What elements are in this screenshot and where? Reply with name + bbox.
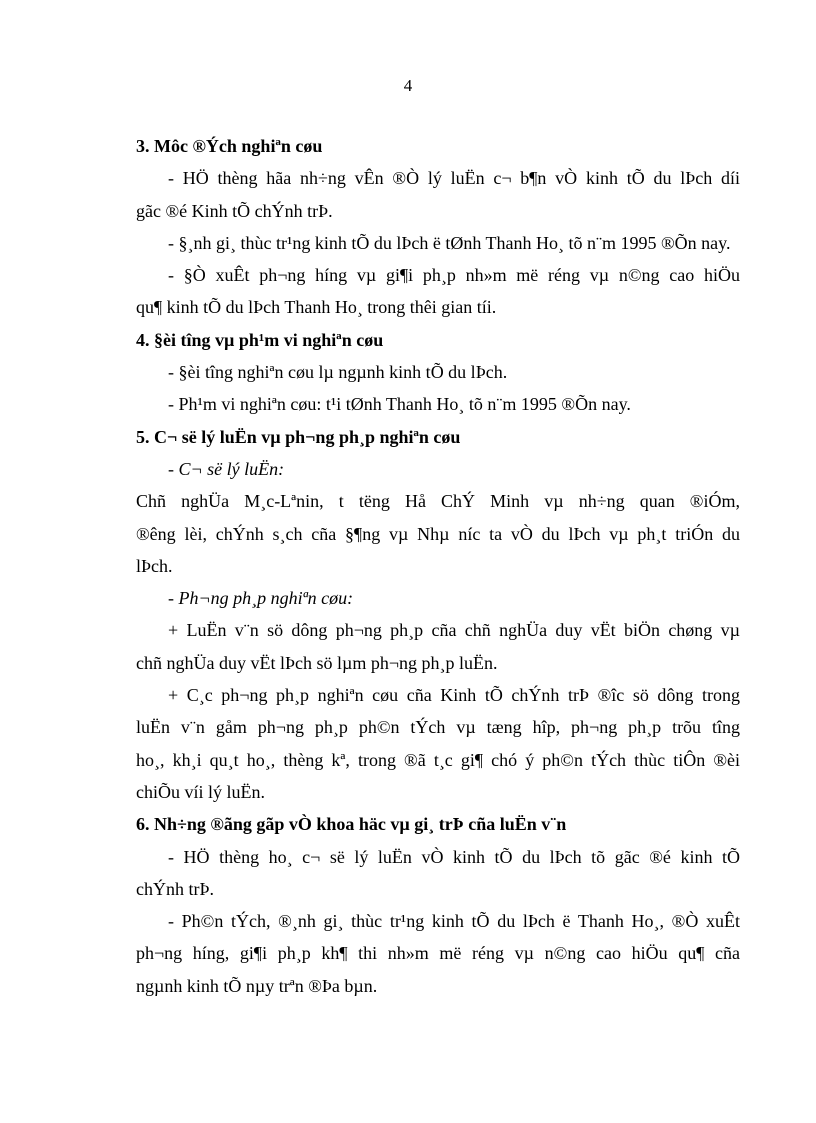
paragraph-line: ph¬ng híng, gi¶i ph¸p kh¶ thi nh»m më réng vµ n©ng cao hiÖu qu¶ cña [136, 943, 740, 964]
subheading-theory: - C¬ së lý luËn: [168, 458, 285, 479]
paragraph-line: - Ph©n tÝch, ®¸nh gi¸ thùc tr¹ng kinh tÕ du lÞch ë Thanh Ho¸, ®Ò xuÊt [168, 911, 740, 932]
paragraph-line: chiÕu víi lý luËn. [136, 781, 265, 802]
paragraph-line: ho¸, kh¸i qu¸t ho¸, thèng kª, trong ®ã t¸c gi¶ chó ý ph©n tÝch thùc tiÔn ®èi [136, 749, 740, 770]
paragraph-line: qu¶ kinh tÕ du lÞch Thanh Ho¸ trong thêi gian tíi. [136, 297, 497, 318]
subheading-method: - Ph¬ng ph¸p nghiªn cøu: [168, 588, 354, 609]
paragraph-line: - Ph¹m vi nghiªn cøu: t¹i tØnh Thanh Ho¸ tõ n¨m 1995 ®Õn nay. [168, 394, 631, 415]
section-heading-3: 3. Môc ®Ých nghiªn cøu [136, 136, 323, 156]
paragraph-line: ngµnh kinh tÕ nµy trªn ®Þa bµn. [136, 975, 378, 996]
paragraph-line: lÞch. [136, 555, 173, 576]
paragraph-line: Chñ nghÜa M¸c-Lªnin, t tëng Hå ChÝ Minh vµ nh÷ng quan ®iÓm, [136, 491, 740, 512]
section-heading-6: 6. Nh÷ng ®ãng gãp vÒ khoa häc vµ gi¸ trÞ cña luËn v¨n [136, 814, 567, 835]
document-body [136, 130, 740, 1002]
paragraph-line: chñ nghÜa duy vËt lÞch sö lµm ph¬ng ph¸p luËn. [136, 652, 498, 673]
paragraph-line: ®êng lèi, chÝnh s¸ch cña §¶ng vµ Nhµ níc ta vÒ du lÞch vµ ph¸t triÓn du [136, 523, 740, 544]
paragraph-line: - HÖ thèng hãa nh÷ng vÊn ®Ò lý luËn c¬ b¶n vÒ kinh tÕ du lÞch díi [168, 168, 740, 189]
paragraph-line: luËn v¨n gåm ph¬ng ph¸p ph©n tÝch vµ tæng hîp, ph¬ng ph¸p trõu tîng [136, 717, 740, 738]
paragraph-line: - §Ò xuÊt ph¬ng híng vµ gi¶i ph¸p nh»m më réng vµ n©ng cao hiÖu [168, 265, 740, 286]
paragraph-line: chÝnh trÞ. [136, 878, 214, 899]
paragraph-line: + LuËn v¨n sö dông ph¬ng ph¸p cña chñ nghÜa duy vËt biÖn chøng vµ [168, 620, 740, 641]
section-heading-4: 4. §èi tîng vµ ph¹m vi nghiªn cøu [136, 329, 384, 350]
paragraph-line: - HÖ thèng ho¸ c¬ së lý luËn vÒ kinh tÕ du lÞch tõ gãc ®é kinh tÕ [168, 846, 740, 867]
paragraph-line: gãc ®é Kinh tÕ chÝnh trÞ. [136, 200, 333, 221]
paragraph-line: - §èi tîng nghiªn cøu lµ ngµnh kinh tÕ du lÞch. [168, 362, 508, 383]
page-number: 4 [403, 76, 413, 95]
paragraph-line: + C¸c ph¬ng ph¸p nghiªn cøu cña Kinh tÕ chÝnh trÞ ®îc sö dông trong [168, 685, 740, 706]
paragraph-line: - §¸nh gi¸ thùc tr¹ng kinh tÕ du lÞch ë tØnh Thanh Ho¸ tõ n¨m 1995 ®Õn nay. [168, 232, 731, 253]
section-heading-5: 5. C¬ së lý luËn vµ ph¬ng ph¸p nghiªn cøu [136, 426, 461, 447]
